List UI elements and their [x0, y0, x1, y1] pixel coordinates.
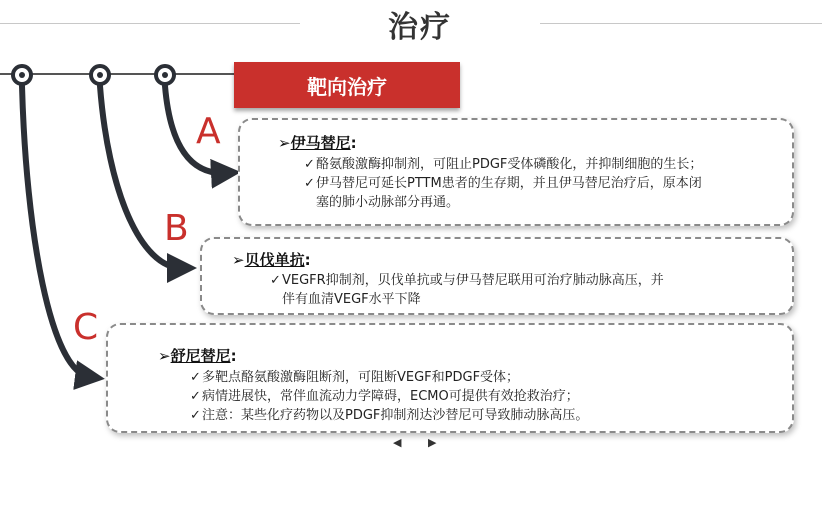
card-items [304, 155, 786, 212]
bullet-icon: ➢ [158, 347, 171, 365]
card-imatinib [238, 118, 794, 226]
list-item: ✓ 伊马替尼可延长PTTM患者的生存期，并且伊马替尼治疗后，原本闭 [304, 176, 702, 191]
bullet-icon: ➢ [232, 251, 245, 269]
label-c: C [73, 307, 99, 348]
check-icon: ✓ [304, 176, 315, 191]
list-item: ✓ 注意：某些化疗药物以及PDGF抑制剂达沙替尼可导致肺动脉高压。 [190, 408, 589, 423]
card-title: ➢贝伐单抗: [232, 251, 311, 269]
label-b: B [164, 208, 189, 249]
list-item: ✓ 酪氨酸激酶抑制剂，可阻止PDGF受体磷酸化，并抑制细胞的生长； [304, 157, 703, 172]
check-icon: ✓ [270, 273, 281, 288]
card-sunitinib [106, 323, 794, 433]
section-banner: 靶向治疗 [234, 62, 460, 108]
list-item: 塞的肺小动脉部分再通。 [316, 195, 460, 210]
card-title: ➢伊马替尼: [278, 134, 357, 152]
card-bevacizumab [200, 237, 794, 315]
check-icon: ✓ [190, 389, 201, 404]
check-icon: ✓ [304, 157, 315, 172]
list-item: 伴有血清VEGF水平下降 [282, 292, 421, 307]
card-items [190, 368, 782, 425]
list-item: ✓ VEGFR抑制剂，贝伐单抗或与伊马替尼联用可治疗肺动脉高压，并 [270, 273, 664, 288]
next-slide-icon[interactable]: ▶ [428, 436, 437, 449]
list-item: ✓ 多靶点酪氨酸激酶阻断剂，可阻断VEGF和PDGF受体； [190, 370, 520, 385]
slide-title: 治疗 [388, 10, 452, 45]
check-icon: ✓ [190, 370, 201, 385]
label-a: A [196, 111, 221, 152]
prev-slide-icon[interactable]: ◀ [393, 436, 402, 449]
bullet-icon: ➢ [278, 134, 291, 152]
list-item: ✓ 病情进展快，常伴血流动力学障碍，ECMO可提供有效抢救治疗； [190, 389, 579, 404]
check-icon: ✓ [190, 408, 201, 423]
card-title: ➢舒尼替尼: [158, 347, 237, 365]
card-items [270, 271, 782, 309]
bottom-strip [0, 455, 822, 511]
